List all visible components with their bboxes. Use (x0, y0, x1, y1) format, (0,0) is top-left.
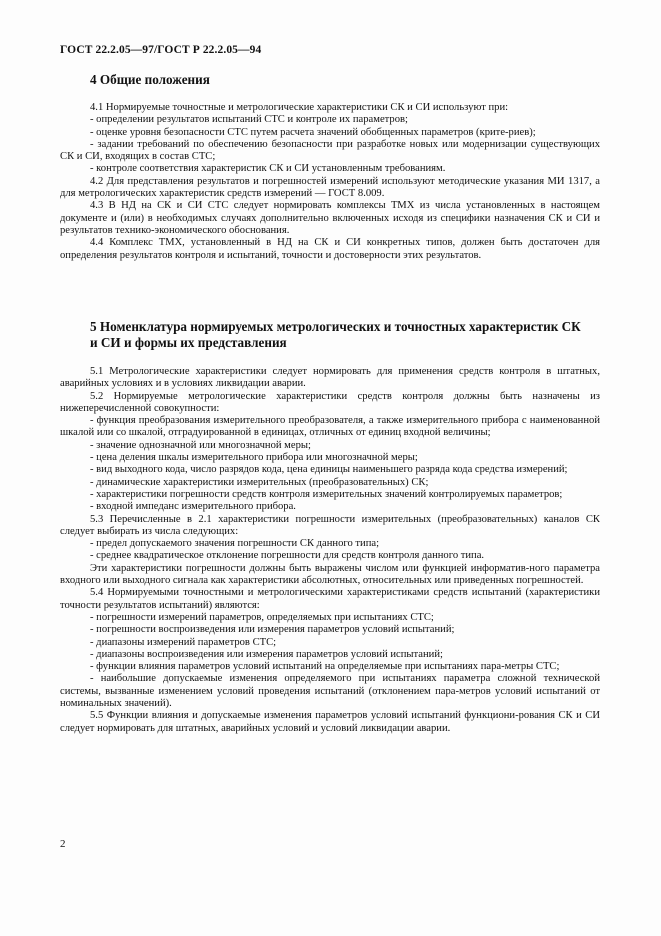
list-item: - характеристики погрешности средств контроля измерительных значений контролируемых параметров; (90, 488, 563, 500)
paragraph: 5.2 Нормируемые метрологические характеристики средств контроля должны быть назначены из нижеперечисленной совокупности: (60, 390, 600, 414)
paragraph: Эти характеристики погрешности должны быть выражены числом или функцией информатив-ного параметра входного или выходного сигнала как характеристики абсолютных, относительных или приведенных погрешностей. (60, 562, 600, 587)
document-header: ГОСТ 22.2.05—97/ГОСТ Р 22.2.05—94 (60, 44, 262, 56)
paragraph: 4.2 Для представления результатов и погрешностей измерений используют методические указания МИ 1317, а для метрологических характеристик средств измерений — ГОСТ 8.009. (60, 175, 600, 200)
section-4-title: 4 Общие положения (90, 72, 210, 87)
list-item: - определении результатов испытаний СТС и контроле их параметров; (90, 114, 408, 126)
paragraph: 5.1 Метрологические характеристики следует нормировать для применения средств контроля в штатных, аварийных условиях и в условиях ликвидации аварии. (60, 366, 600, 390)
list-item: - значение однозначной или многозначной меры; (90, 439, 311, 451)
list-item: - диапазоны измерений параметров СТС; (90, 636, 277, 648)
paragraph: 4.4 Комплекс ТМХ, установленный в НД на СК и СИ конкретных типов, должен быть достаточен для определения результатов контроля и испытаний, точности и достоверности этих результатов. (60, 237, 600, 261)
list-item: - задании требований по обеспечению безопасности при разработке новых или модернизации существующих СК и СИ, входящих в состав СТС; (60, 138, 600, 163)
list-item: - цена деления шкалы измерительного прибора или многозначной меры; (90, 452, 418, 464)
section-4-body (60, 102, 600, 262)
paragraph: 4.3 В НД на СК и СИ СТС следует нормировать комплексы ТМХ из числа установленных в настоящем документе и (или) в необходимых случаях дополнительно включенных исходя из специфики назначения СК и СИ и результатов технико-экономического обоснования. (60, 200, 600, 236)
list-item: - наибольшие допускаемые изменения определяемого при испытаниях параметра сложной технической системы, вызванные изменением условий проведения испытаний (отклонением пара-метров условий испытаний от номинальных значений). (60, 673, 600, 710)
paragraph: 4.1 Нормируемые точностные и метрологические характеристики СК и СИ используют при: (90, 102, 509, 113)
list-item: - функция преобразования измерительного преобразователя, а также измерительного прибора с наименованной шкалой или со шкалой, отградуированной в единицах, отличных от единиц входной величины; (60, 415, 600, 439)
section-5-body (60, 366, 600, 735)
section-5-title: 5 Номенклатура нормируемых метрологических и точностных характеристик СК и СИ и формы их представления (90, 319, 581, 350)
list-item: - вид выходного кода, число разрядов кода, цена единицы наименьшего разряда кода средства измерений; (90, 464, 568, 476)
list-item: - погрешности воспроизведения или измерения параметров условий испытаний; (90, 624, 455, 636)
list-item: - функции влияния параметров условий испытаний на определяемые при испытаниях пара-метры СТС; (90, 661, 560, 673)
list-item: - входной импеданс измерительного прибора. (90, 501, 296, 513)
list-item: - контроле соответствия характеристик СК и СИ установленным требованиям. (90, 163, 446, 175)
paragraph: 5.3 Перечисленные в 2.1 характеристики погрешности измерительных (преобразовательных) каналов СК следует выбирать из числа следующих: (60, 513, 600, 537)
list-item: - погрешности измерений параметров, определяемых при испытаниях СТС; (90, 611, 434, 623)
list-item: - диапазоны воспроизведения или измерения параметров условий испытаний; (90, 648, 443, 660)
list-item: - оценке уровня безопасности СТС путем расчета значений обобщенных параметров (крите-риев); (90, 126, 536, 138)
list-item: - предел допускаемого значения погрешности СК данного типа; (90, 538, 380, 550)
list-item: - динамические характеристики измерительных (преобразовательных) СК; (90, 476, 429, 488)
paragraph: 5.4 Нормируемыми точностными и метрологическими характеристиками средств испытаний (характеристики точности результатов испытаний) являются: (60, 587, 600, 611)
page-number: 2 (60, 838, 66, 850)
paragraph: 5.5 Функции влияния и допускаемые изменения параметров условий испытаний функциони-рования СК и СИ следует нормировать для штатных, аварийных условий и условий ликвидации аварии. (60, 710, 600, 734)
list-item: - среднее квадратическое отклонение погрешности для средств контроля данного типа. (90, 550, 485, 562)
